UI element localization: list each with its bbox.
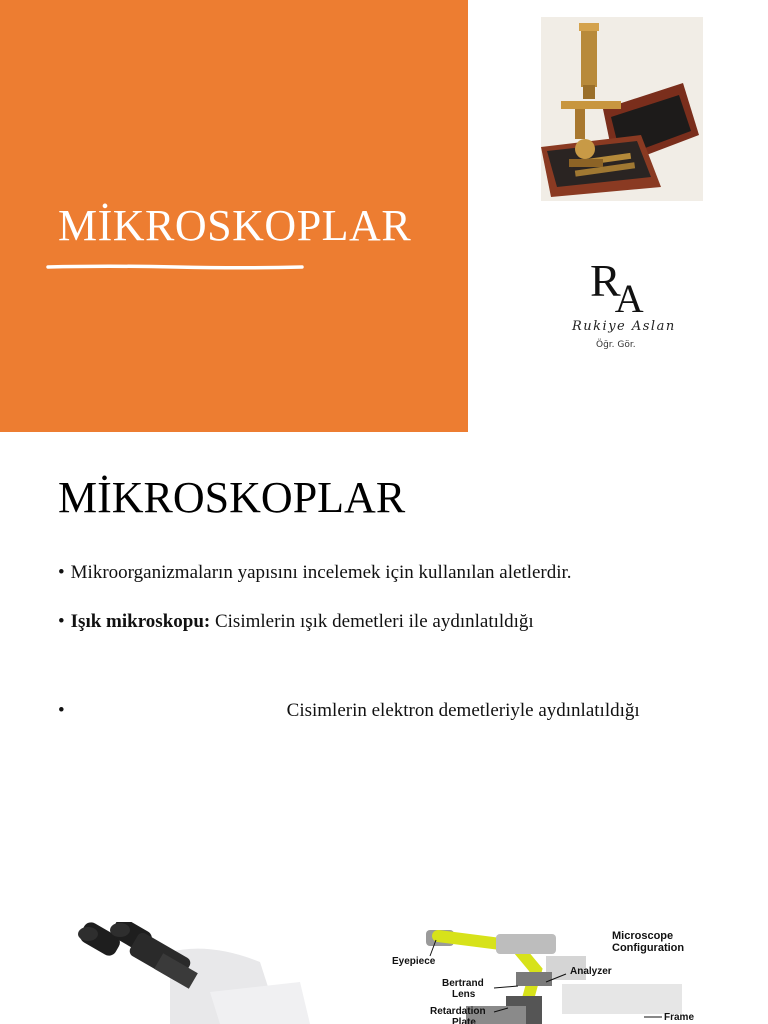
author-logo bbox=[534, 222, 710, 392]
bullet-text: Mikroorganizmaların yapısını incelemek için kullanılan aletlerdir. bbox=[70, 562, 572, 583]
slide-title: MİKROSKOPLAR bbox=[58, 201, 412, 250]
label-line: Lens bbox=[452, 989, 476, 1000]
microscope-configuration-diagram bbox=[386, 926, 716, 1024]
bullet-bold-term: Işık mikroskopu: bbox=[70, 611, 211, 632]
diagram-title-line: Configuration bbox=[612, 942, 685, 954]
logo-signature: Rukiye Aslan bbox=[572, 319, 676, 334]
bullet-dot: • bbox=[58, 562, 65, 583]
bullet-item bbox=[58, 700, 640, 722]
logo-subtitle: Öğr. Gör. bbox=[596, 340, 636, 350]
logo-letter-a: A bbox=[614, 276, 638, 321]
label-eyepiece: Eyepiece bbox=[392, 956, 436, 967]
label-line: Plate bbox=[452, 1017, 476, 1024]
bullet-dot: • bbox=[58, 611, 65, 632]
title-slide bbox=[0, 0, 768, 432]
bullet-dot: • bbox=[58, 700, 65, 721]
bullet-text: Cisimlerin elektron demetleriyle aydınlatıldığı bbox=[286, 700, 640, 721]
logo-monogram bbox=[590, 254, 638, 321]
title-underline bbox=[46, 264, 304, 270]
label-line: Bertrand bbox=[442, 978, 484, 989]
slide-title: MİKROSKOPLAR bbox=[58, 473, 406, 522]
diagram-title-line: Microscope bbox=[612, 930, 674, 942]
logo-letter-r: R bbox=[590, 255, 615, 306]
content-slide bbox=[0, 436, 768, 1024]
label-bertrand-lens bbox=[442, 978, 484, 1000]
bullet-text: Cisimlerin ışık demetleri ile aydınlatıldığı bbox=[210, 611, 534, 632]
bullet-item bbox=[58, 562, 572, 584]
antique-microscope-photo bbox=[541, 17, 703, 201]
light-microscope-photo bbox=[60, 922, 310, 1024]
bullet-item bbox=[58, 611, 534, 633]
diagram-title bbox=[612, 930, 684, 954]
label-frame: Frame bbox=[664, 1012, 695, 1023]
label-analyzer: Analyzer bbox=[570, 966, 612, 977]
label-line: Retardation bbox=[430, 1006, 486, 1017]
label-retardation-plate bbox=[430, 1006, 486, 1024]
